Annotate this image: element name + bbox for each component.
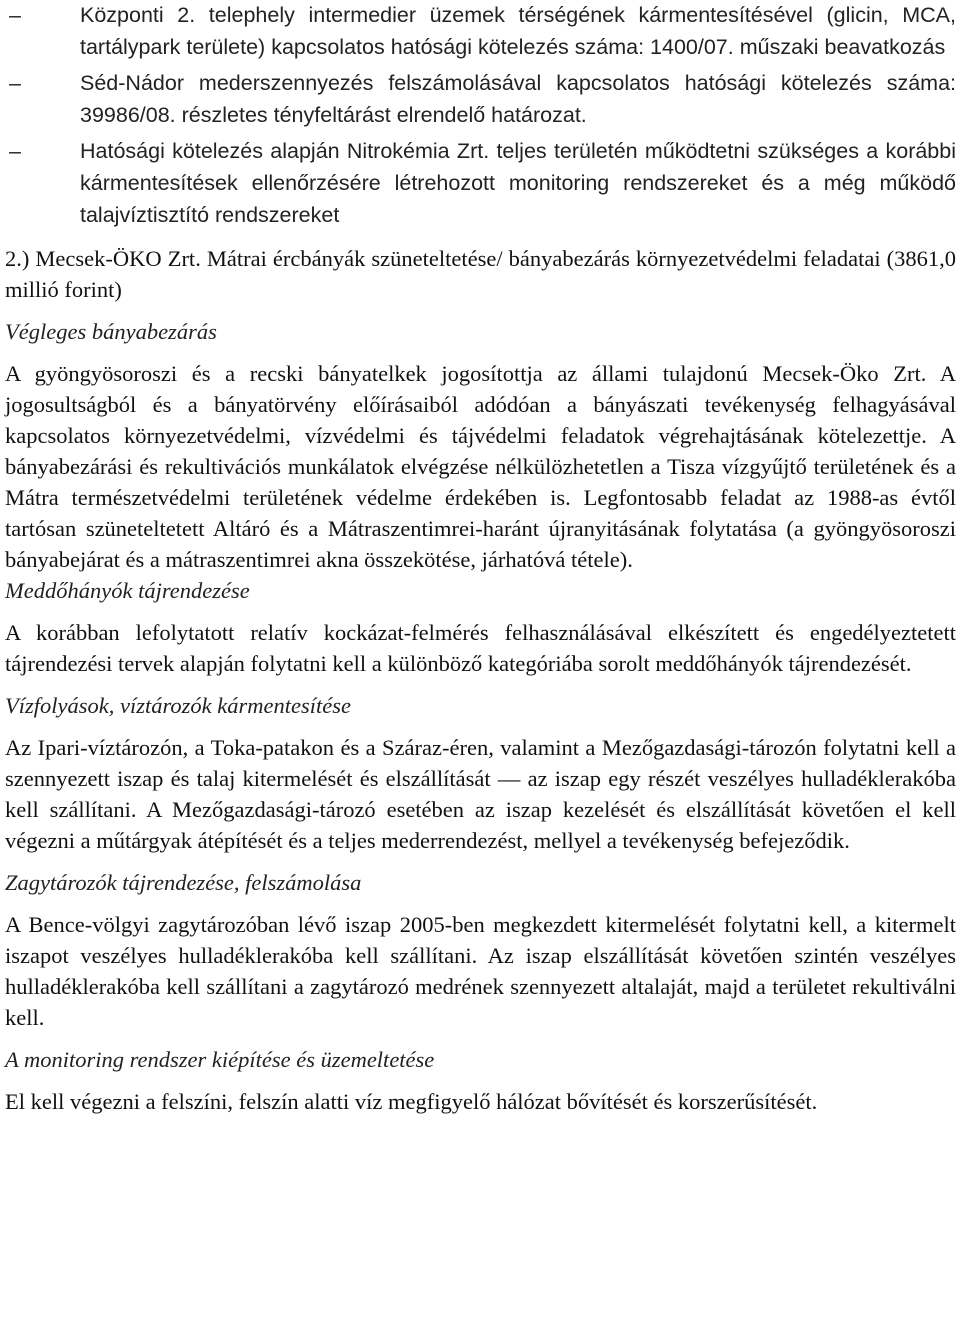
dash-list-item <box>5 67 956 131</box>
subsection-body-final-mine-closure: A gyöngyösoroszi és a recski bányatelkek jogosítottja az állami tulajdonú Mecsek-Öko Zrt. A jogosultságból és a bányatörvény előírásaiból adódóan a bányászati tevékenység felhagyásával kapcsolatos környezetvédelmi, vízvédelmi és tájvédelmi feladatok végrehajtásának kötelezettje. A bányabezárási és rekultivációs munkálatok elvégzése nélkülözhetetlen a Tisza vízgyűjtő területének és a Mátra természetvédelmi területének védelme érdekében is. Legfontosabb feladat az 1988-as évtől tartósan szüneteltetett Altáró és a Mátraszentimrei-haránt újranyitásának folytatása (a gyöngyösoroszi bányabejárat és a mátraszentimrei akna összekötése, járhatóvá tétele). <box>5 361 956 572</box>
document-page <box>5 0 956 1117</box>
dash-list-item <box>5 135 956 231</box>
subsection-heading-tailings-ponds: Zagytározók tájrendezése, felszámolása <box>5 870 362 895</box>
subsection-heading-final-mine-closure: Végleges bányabezárás <box>5 319 217 344</box>
subsection-heading-spoil-heaps: Meddőhányók tájrendezése <box>5 578 250 603</box>
dash-bullet: – <box>9 71 21 95</box>
dash-list-item <box>5 0 956 63</box>
dash-list-item-text: Központi 2. telephely intermedier üzemek térségének kármentesítésével (glicin, MCA, tartálypark területe) kapcsolatos hatósági kötelezés száma: 1400/07. műszaki beavatkozás <box>80 3 956 59</box>
dash-bullet: – <box>9 3 21 27</box>
subsection-body-monitoring: El kell végezni a felszíni, felszín alatti víz megfigyelő hálózat bővítését és korszerűsítését. <box>5 1089 818 1114</box>
subsection-heading-watercourses: Vízfolyások, víztározók kármentesítése <box>5 693 351 718</box>
subsection-heading-monitoring: A monitoring rendszer kiépítése és üzemeltetése <box>5 1047 435 1072</box>
subsection-body-tailings-ponds: A Bence-völgyi zagytározóban lévő iszap 2005-ben megkezdett kitermelését folytatni kell, a kitermelt iszapot veszélyes hulladéklerakóba kell szállítani. Az iszap elszállítását követően szintén veszélyes hulladéklerakóba kell szállítani a zagytározó medrének szennyezett altalaját, majd a területet rekultiválni kell. <box>5 912 956 1030</box>
section-2-intro: 2.) Mecsek-ÖKO Zrt. Mátrai ércbányák szüneteltetése/ bányabezárás környezetvédelmi feladatai (3861,0 millió forint) <box>5 246 956 302</box>
subsection-body-spoil-heaps: A korábban lefolytatott relatív kockázat-felmérés felhasználásával elkészített és engedélyeztetett tájrendezési tervek alapján folytatni kell a különböző kategóriába sorolt meddőhányók tájrendezését. <box>5 620 956 676</box>
dash-bullet: – <box>9 139 21 163</box>
dash-list-item-text: Hatósági kötelezés alapján Nitrokémia Zrt. teljes területén működtetni szükséges a korábbi kármentesítések ellenőrzésére létrehozott monitoring rendszereket és a még működő talajvíztisztító rendszereket <box>80 139 956 227</box>
dash-list-item-text: Séd-Nádor mederszennyezés felszámolásával kapcsolatos hatósági kötelezés száma: 39986/08. részletes tényfeltárást elrendelő határozat. <box>80 71 956 127</box>
subsection-body-watercourses: Az Ipari-víztározón, a Toka-patakon és a Száraz-éren, valamint a Mezőgazdasági-tározón folytatni kell a szennyezett iszap és talaj kitermelését és elszállítását — az iszap egy részét veszélyes hulladéklerakóba kell szállítani. A Mezőgazdasági-tározó esetében az iszap kezelését és elszállítását követően el kell végezni a műtárgyak átépítését és a teljes mederrendezést, mellyel a tevékenység befejeződik. <box>5 735 956 853</box>
